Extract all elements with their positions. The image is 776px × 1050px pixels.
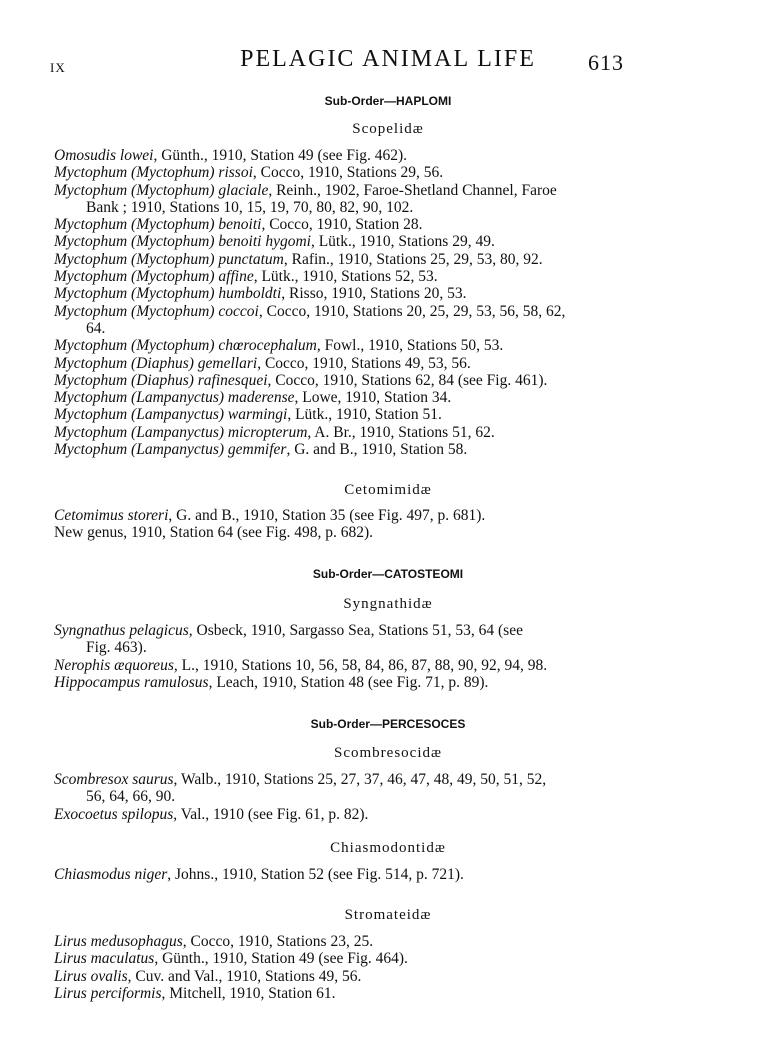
species-citation: , Osbeck, 1910, Sargasso Sea, Stations 51, 53, 64 (see bbox=[188, 622, 523, 639]
species-citation: , Cocco, 1910, Stations 23, 25. bbox=[182, 933, 374, 950]
species-name: Myctophum (Myctophum) coccoi bbox=[54, 302, 259, 320]
family-heading-stromateidae: Stromateidæ bbox=[344, 907, 432, 923]
species-entry bbox=[54, 441, 634, 458]
species-name: Cetomimus storeri bbox=[54, 507, 169, 524]
species-name: Lirus ovalis bbox=[54, 967, 128, 985]
species-entry bbox=[54, 933, 634, 950]
running-title: PELAGIC ANIMAL LIFE bbox=[240, 46, 536, 72]
species-name: Myctophum (Myctophum) benoiti hygomi bbox=[54, 233, 311, 251]
species-citation: , Lütk., 1910, Stations 52, 53. bbox=[253, 268, 438, 286]
species-entry bbox=[54, 285, 634, 302]
species-name: Scombresox saurus bbox=[54, 771, 174, 788]
species-citation: , G. and B., 1910, Station 58. bbox=[286, 441, 468, 459]
species-entry bbox=[54, 251, 634, 268]
species-entry bbox=[54, 950, 634, 967]
species-citation: , Cuv. and Val., 1910, Stations 49, 56. bbox=[127, 967, 362, 985]
species-entry bbox=[54, 657, 634, 674]
species-entry bbox=[54, 622, 634, 639]
species-entry bbox=[54, 389, 634, 406]
species-name: Lirus maculatus bbox=[54, 950, 155, 968]
species-entry bbox=[54, 524, 634, 541]
species-name: Myctophum (Myctophum) rissoi bbox=[54, 164, 253, 182]
species-name: Myctophum (Myctophum) affine bbox=[54, 268, 254, 286]
species-citation: , Cocco, 1910, Stations 62, 84 (see Fig. 461). bbox=[267, 371, 548, 389]
species-list-scombresocidae bbox=[54, 771, 634, 823]
family-heading-chiasmodontidae: Chiasmodontidæ bbox=[330, 840, 446, 856]
family-heading-scombresocidae: Scombresocidæ bbox=[334, 745, 442, 761]
species-list-stromateidae bbox=[54, 933, 634, 1002]
species-citation: , Günth., 1910, Station 49 (see Fig. 464). bbox=[154, 950, 408, 968]
family-heading-syngnathidae: Syngnathidæ bbox=[343, 596, 433, 612]
species-name: Myctophum (Myctophum) benoiti bbox=[54, 216, 262, 234]
species-name: Myctophum (Lampanyctus) warmingi bbox=[54, 406, 288, 424]
species-citation: , Cocco, 1910, Station 28. bbox=[261, 216, 423, 234]
species-entry bbox=[54, 233, 634, 250]
chapter-number: IX bbox=[50, 60, 66, 75]
species-name: Myctophum (Myctophum) glaciale bbox=[54, 181, 269, 199]
suborder-heading-percesoces: Sub-Order—PERCESOCES bbox=[310, 717, 466, 731]
species-entry bbox=[54, 147, 634, 164]
species-citation: , G. and B., 1910, Station 35 (see Fig. 497, p. 681). bbox=[168, 507, 486, 524]
species-citation: , Val., 1910 (see Fig. 61, p. 82). bbox=[173, 805, 369, 823]
species-citation: , Risso, 1910, Stations 20, 53. bbox=[281, 285, 467, 303]
species-list-scopelidae bbox=[54, 147, 634, 458]
species-name: Hippocampus ramulosus bbox=[54, 673, 209, 691]
species-entry bbox=[54, 406, 634, 423]
family-heading-scopelidae: Scopelidæ bbox=[352, 121, 424, 137]
species-name: Nerophis æquoreus bbox=[54, 656, 174, 674]
species-entry bbox=[54, 968, 634, 985]
species-entry bbox=[54, 216, 634, 233]
species-citation: , Günth., 1910, Station 49 (see Fig. 462). bbox=[153, 147, 408, 164]
species-citation: , L., 1910, Stations 10, 56, 58, 84, 86, 87, 88, 90, 92, 94, 98. bbox=[173, 656, 548, 674]
species-entry bbox=[54, 771, 634, 788]
species-entry bbox=[54, 985, 634, 1002]
species-citation: , Reinh., 1902, Faroe-Shetland Channel, Faroe bbox=[268, 181, 557, 199]
species-citation: , Mitchell, 1910, Station 61. bbox=[161, 984, 336, 1002]
suborder-heading-haplomi: Sub-Order—HAPLOMI bbox=[324, 94, 452, 108]
species-entry bbox=[54, 337, 634, 354]
species-entry bbox=[54, 268, 634, 285]
species-name: Myctophum (Lampanyctus) gemmifer bbox=[54, 441, 287, 459]
species-citation: , Cocco, 1910, Stations 29, 56. bbox=[252, 164, 444, 182]
species-entry bbox=[54, 806, 634, 823]
species-citation: , Lütk., 1910, Stations 29, 49. bbox=[310, 233, 495, 251]
species-list-cetomimidae bbox=[54, 507, 634, 542]
species-entry bbox=[54, 355, 634, 372]
species-entry bbox=[54, 866, 634, 883]
species-entry bbox=[54, 507, 634, 524]
species-entry bbox=[54, 674, 634, 691]
page-number: 613 bbox=[588, 50, 624, 75]
species-name: Myctophum (Myctophum) punctatum bbox=[54, 250, 284, 268]
species-name: Chiasmodus niger bbox=[54, 866, 168, 883]
species-name: Myctophum (Lampanyctus) maderense bbox=[54, 389, 295, 407]
species-citation: , Cocco, 1910, Stations 20, 25, 29, 53, 56, 58, 62, bbox=[258, 302, 566, 320]
species-name: Lirus medusophagus bbox=[54, 933, 183, 950]
species-name: Exocoetus spilopus bbox=[54, 805, 174, 823]
species-citation: , Johns., 1910, Station 52 (see Fig. 514, p. 721). bbox=[167, 866, 464, 883]
species-citation: , A. Br., 1910, Stations 51, 62. bbox=[307, 423, 495, 441]
species-citation: , Cocco, 1910, Stations 49, 53, 56. bbox=[257, 354, 471, 372]
species-entry bbox=[54, 182, 634, 199]
species-name: Myctophum (Myctophum) chœrocephalum bbox=[54, 337, 317, 355]
species-name: Lirus perciformis bbox=[54, 984, 162, 1002]
species-entry-continuation: Bank ; 1910, Stations 10, 15, 19, 70, 80, 82, 90, 102. bbox=[86, 198, 414, 216]
species-citation: , Fowl., 1910, Stations 50, 53. bbox=[316, 337, 504, 355]
species-name: Myctophum (Diaphus) gemellari bbox=[54, 354, 258, 372]
species-entry-continuation: 56, 64, 66, 90. bbox=[86, 788, 176, 806]
species-entry bbox=[54, 303, 634, 320]
species-citation: , Lowe, 1910, Station 34. bbox=[294, 389, 452, 407]
species-citation: , Lütk., 1910, Station 51. bbox=[287, 406, 442, 424]
species-list-syngnathidae bbox=[54, 622, 634, 691]
suborder-heading-catosteomi: Sub-Order—CATOSTEOMI bbox=[312, 567, 464, 581]
species-name: Myctophum (Myctophum) humboldti bbox=[54, 285, 282, 303]
species-citation: , Rafin., 1910, Stations 25, 29, 53, 80, 92. bbox=[283, 250, 543, 268]
species-entry bbox=[54, 164, 634, 181]
species-entry bbox=[54, 372, 634, 389]
species-name: Syngnathus pelagicus bbox=[54, 622, 189, 639]
species-name: Myctophum (Lampanyctus) micropterum bbox=[54, 423, 308, 441]
species-entry-continuation: Fig. 463). bbox=[86, 639, 147, 657]
species-name: Omosudis lowei bbox=[54, 147, 154, 164]
species-entry bbox=[54, 424, 634, 441]
species-citation: , Walb., 1910, Stations 25, 27, 37, 46, 47, 48, 49, 50, 51, 52, bbox=[173, 771, 547, 788]
species-entry-continuation: 64. bbox=[86, 319, 106, 337]
species-name: Myctophum (Diaphus) rafinesquei bbox=[54, 371, 268, 389]
species-citation: , Leach, 1910, Station 48 (see Fig. 71, p. 89). bbox=[208, 673, 489, 691]
species-citation: New genus, 1910, Station 64 (see Fig. 498, p. 682). bbox=[54, 524, 374, 542]
species-list-chiasmodontidae bbox=[54, 866, 634, 883]
family-heading-cetomimidae: Cetomimidæ bbox=[344, 482, 432, 498]
